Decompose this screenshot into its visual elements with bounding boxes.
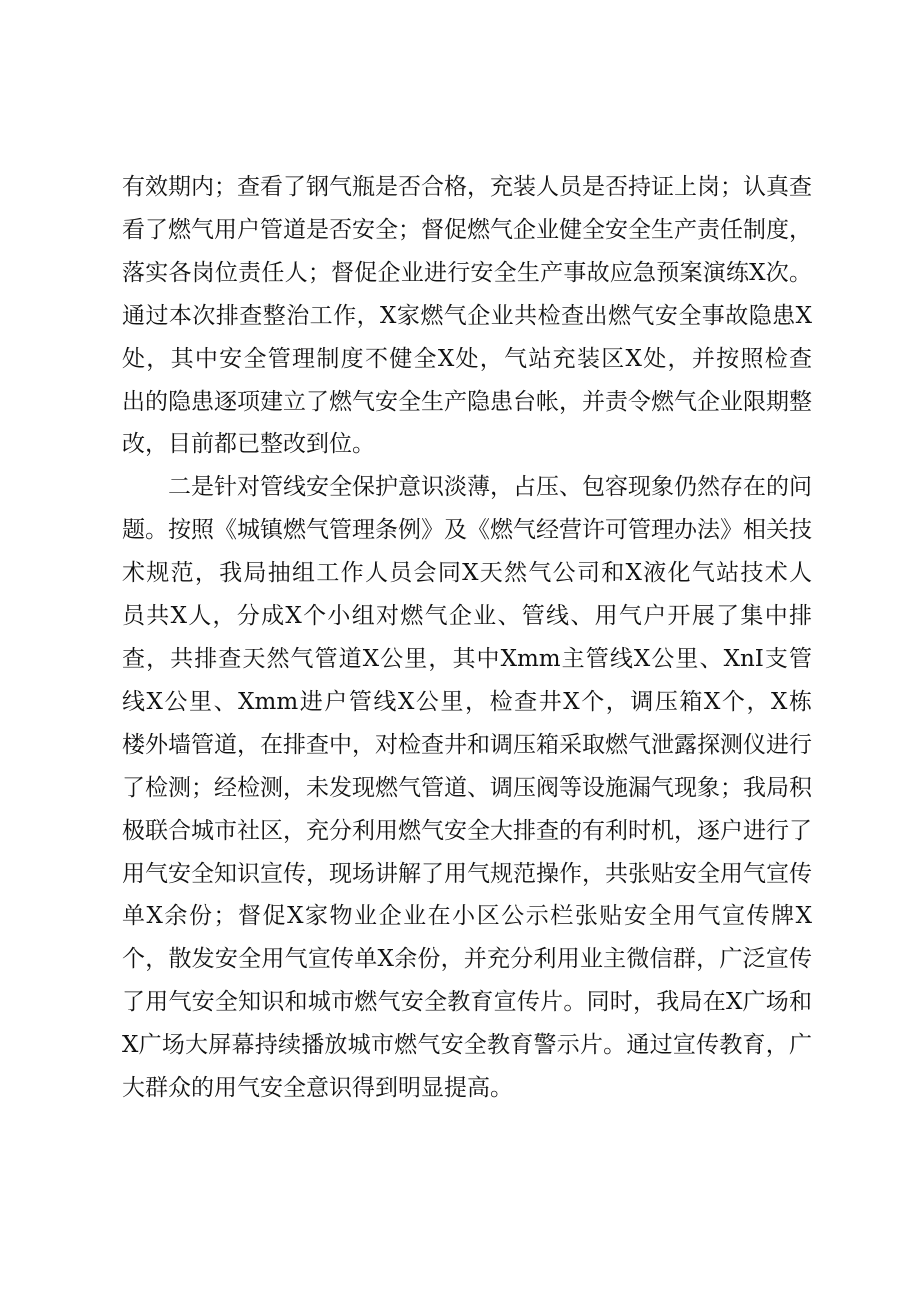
text-line: 出的隐患逐项建立了燃气安全生产隐患台帐，并责令燃气企业限期整	[122, 388, 812, 415]
text-line: 有效期内；查看了钢气瓶是否合格，充装人员是否持证上岗；认真查	[122, 174, 812, 200]
text-line: 员共X人，分成X个小组对燃气企业、管线、用气户开展了集中排	[122, 603, 812, 630]
text-line: 楼外墙管道，在排查中，对检查井和调压箱采取燃气泄露探测仪进行	[122, 731, 812, 758]
text-line: 题。按照《城镇燃气管理条例》及《燃气经营许可管理办法》相关技	[122, 517, 812, 544]
paragraph-continued	[122, 166, 812, 466]
document-body	[122, 166, 812, 1110]
text-line: 用气安全知识宣传，现场讲解了用气规范操作，共张贴安全用气宣传	[122, 860, 812, 887]
text-line: 查，共排查天然气管道X公里，其中Xmm主管线X公里、XnI支管	[122, 645, 812, 672]
text-line: 通过本次排查整治工作，X家燃气企业共检查出燃气安全事故隐患X	[122, 302, 812, 329]
text-line: X广场大屏幕持续播放城市燃气安全教育警示片。通过宣传教育，广	[122, 1032, 812, 1059]
text-line: 术规范，我局抽组工作人员会同X天然气公司和X液化气站技术人	[122, 560, 812, 587]
text-line: 大群众的用气安全意识得到明显提高。	[122, 1075, 513, 1102]
text-line: 极联合城市社区，充分利用燃气安全大排查的有利时机，逐户进行了	[122, 817, 812, 844]
text-line: 看了燃气用户管道是否安全；督促燃气企业健全安全生产责任制度，	[122, 216, 812, 243]
text-line: 单X余份；督促X家物业企业在小区公示栏张贴安全用气宣传牌X	[122, 903, 812, 930]
text-line: 落实各岗位责任人；督促企业进行安全生产事故应急预案演练X次。	[122, 259, 812, 286]
text-line: 了检测；经检测，未发现燃气管道、调压阀等设施漏气现象；我局积	[122, 774, 812, 801]
text-line: 二是针对管线安全保护意识淡薄，占压、包容现象仍然存在的问	[168, 474, 812, 501]
text-line: 了用气安全知识和城市燃气安全教育宣传片。同时，我局在X广场和	[122, 989, 812, 1016]
text-line: 个，散发安全用气宣传单X余份，并充分利用业主微信群，广泛宣传	[122, 946, 812, 973]
text-line: 处，其中安全管理制度不健全X处，气站充装区X处，并按照检查	[122, 345, 812, 372]
text-line: 改，目前都已整改到位。	[122, 431, 375, 458]
text-line: 线X公里、Xmm进户管线X公里，检查井X个，调压箱X个，X栋	[122, 688, 812, 715]
paragraph-two	[122, 466, 812, 1110]
